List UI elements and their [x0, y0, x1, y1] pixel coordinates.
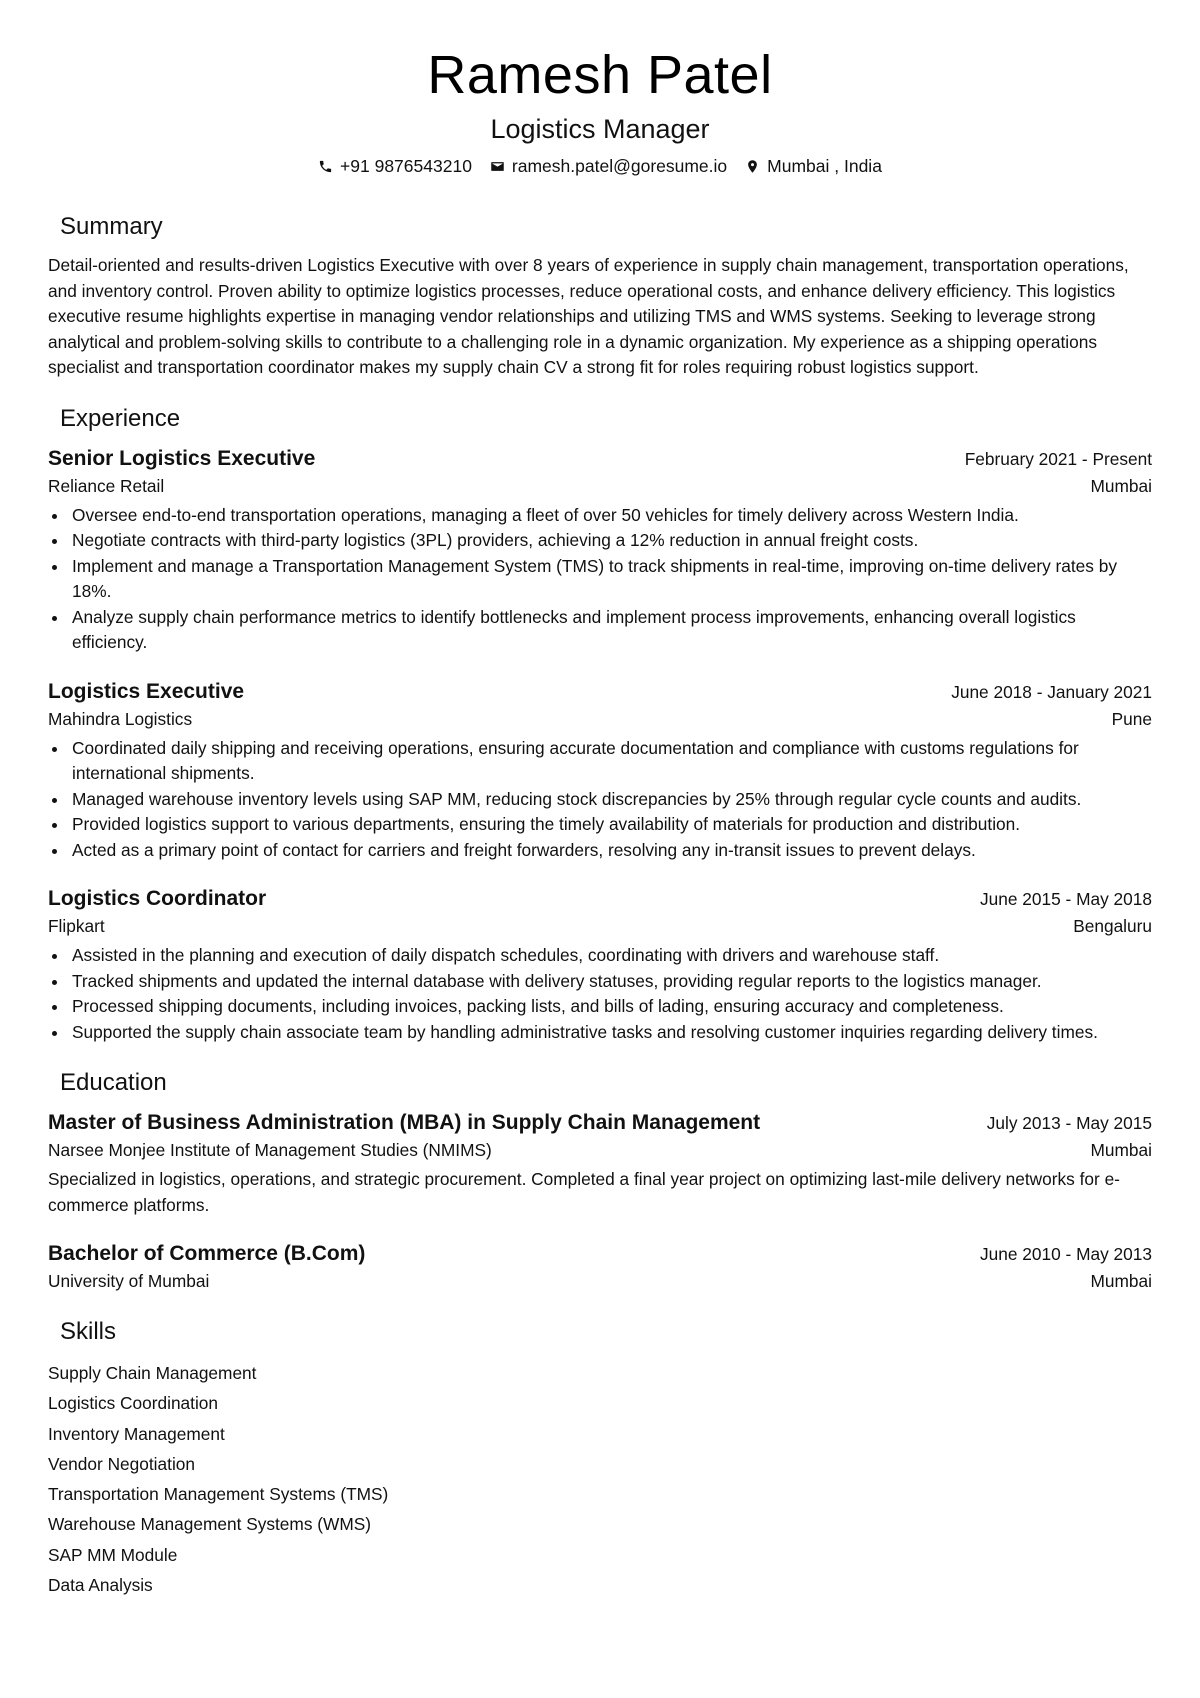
- job-title: Senior Logistics Executive: [48, 446, 316, 470]
- bullet-text: Assisted in the planning and execution of daily dispatch schedules, coordinating with drivers and warehouse staff.: [72, 945, 940, 965]
- bullet-dot-icon: [52, 514, 57, 519]
- bullet-text: Managed warehouse inventory levels using SAP MM, reducing stock discrepancies by 25% through regular cycle counts and audits.: [72, 788, 1082, 809]
- bullet-text: Analyze supply chain performance metrics to identify bottlenecks and implement process improvements, enhancing overall logistics efficiency.: [72, 606, 1076, 652]
- skills-section: [48, 1316, 1152, 1600]
- job-dates: June 2015 - May 2018: [980, 889, 1152, 909]
- phone-number: +91 9876543210: [340, 156, 472, 176]
- job-title: Logistics Executive: [48, 679, 245, 703]
- bullet-dot-icon: [52, 616, 57, 621]
- education-dates: July 2013 - May 2015: [986, 1113, 1152, 1133]
- job-title: Logistics Coordinator: [48, 887, 267, 910]
- education-dates: June 2010 - May 2013: [980, 1244, 1152, 1264]
- job-dates: June 2018 - January 2021: [951, 681, 1152, 702]
- bullet-item: [48, 554, 1152, 605]
- section-title-summary: Summary: [60, 213, 163, 240]
- bullet-dot-icon: [52, 798, 57, 803]
- contact-phone[interactable]: [318, 156, 472, 177]
- experience-entry: [48, 445, 1152, 656]
- section-title-experience: Experience: [60, 404, 181, 432]
- bullet-dot-icon: [52, 1005, 57, 1010]
- bullet-item: [48, 736, 1152, 787]
- bullet-dot-icon: [52, 954, 57, 959]
- summary-text: Detail-oriented and results-driven Logistics Executive with over 8 years of experience in supply chain management, transportation operations, and inventory control. Proven ability to optimize logistics processes, reduce operational costs, and enhance delivery efficiency. This logistics executive resume highlights expertise in managing vendor relationships and utilizing TMS and WMS systems. Seeking to leverage strong analytical and problem-solving skills to contribute to a challenging role in a dynamic organization. My experience as a shipping operations specialist and transportation coordinator makes my supply chain CV a strong fit for roles requiring robust logistics support.: [48, 255, 1129, 377]
- bullet-text: Negotiate contracts with third-party logistics (3PL) providers, achieving a 12% reduction in annual freight costs.: [72, 530, 919, 550]
- skills-list: [48, 1358, 1152, 1600]
- bullet-item: [48, 605, 1152, 656]
- experience-entry: [48, 678, 1152, 864]
- contact-location: [745, 156, 882, 177]
- school-name: University of Mumbai: [48, 1271, 210, 1291]
- bullet-dot-icon: [52, 539, 57, 544]
- job-location: Mumbai: [1090, 475, 1152, 496]
- bullet-text: Coordinated daily shipping and receiving operations, ensuring accurate documentation and compliance with customs regulations for international shipments.: [72, 737, 1079, 783]
- contact-email[interactable]: [490, 156, 727, 177]
- education-section: [48, 1067, 1152, 1294]
- skill-item: Vendor Negotiation: [48, 1453, 195, 1474]
- bullet-dot-icon: [52, 565, 57, 570]
- bullet-dot-icon: [52, 849, 57, 854]
- bullet-dot-icon: [52, 980, 57, 985]
- section-title-education: Education: [60, 1069, 167, 1096]
- company-name: Mahindra Logistics: [48, 708, 193, 729]
- bullet-text: Supported the supply chain associate team by handling administrative tasks and resolving customer inquiries regarding delivery times.: [72, 1021, 1098, 1042]
- school-location: Mumbai: [1090, 1271, 1152, 1291]
- bullet-item: [48, 994, 1152, 1020]
- skill-item: SAP MM Module: [48, 1544, 178, 1565]
- bullet-text: Processed shipping documents, including invoices, packing lists, and bills of lading, ensuring accuracy and completeness.: [72, 996, 1004, 1016]
- bullet-text: Acted as a primary point of contact for carriers and freight forwarders, resolving any in-transit issues to prevent delays.: [72, 839, 976, 860]
- degree-title: Master of Business Administration (MBA) in Supply Chain Management: [48, 1111, 761, 1134]
- bullet-dot-icon: [52, 747, 57, 752]
- job-bullets: [48, 736, 1152, 864]
- bullet-dot-icon: [52, 823, 57, 828]
- bullet-item: [48, 969, 1152, 995]
- education-entry: [48, 1109, 1152, 1218]
- skill-item: Transportation Management Systems (TMS): [48, 1484, 389, 1505]
- bullet-text: Implement and manage a Transportation Management System (TMS) to track shipments in real-time, improving on-time delivery rates by 18%.: [72, 555, 1117, 601]
- skill-item: Supply Chain Management: [48, 1363, 257, 1383]
- resume-header: [48, 44, 1152, 177]
- email-address: ramesh.patel@goresume.io: [511, 156, 728, 176]
- experience-section: [48, 403, 1152, 1046]
- job-bullets: [48, 943, 1152, 1045]
- job-bullets: [48, 503, 1152, 656]
- skill-item: Data Analysis: [48, 1575, 153, 1596]
- bullet-text: Provided logistics support to various departments, ensuring the timely availability of materials for production and distribution.: [72, 814, 1021, 834]
- skill-item: Warehouse Management Systems (WMS): [48, 1514, 372, 1535]
- job-location: Bengaluru: [1073, 916, 1152, 936]
- job-dates: February 2021 - Present: [964, 448, 1152, 469]
- company-name: Reliance Retail: [48, 475, 165, 496]
- bullet-text: Tracked shipments and updated the internal database with delivery statuses, providing regular reports to the logistics manager.: [72, 970, 1042, 991]
- bullet-item: [48, 943, 1152, 969]
- school-name: Narsee Monjee Institute of Management Studies (NMIMS): [48, 1140, 492, 1160]
- bullet-item: [48, 1020, 1152, 1046]
- section-title-skills: Skills: [60, 1318, 117, 1345]
- bullet-item: [48, 838, 1152, 864]
- bullet-item: [48, 787, 1152, 813]
- school-location: Mumbai: [1090, 1140, 1152, 1160]
- education-entry: [48, 1240, 1152, 1294]
- bullet-text: Oversee end-to-end transportation operations, managing a fleet of over 50 vehicles for timely delivery across Western India.: [72, 504, 1019, 525]
- experience-entry: [48, 885, 1152, 1045]
- skill-item: Logistics Coordination: [48, 1393, 219, 1414]
- contact-row: [48, 156, 1152, 177]
- job-location: Pune: [1111, 708, 1152, 729]
- candidate-role: Logistics Manager: [490, 114, 710, 144]
- education-description: Specialized in logistics, operations, and strategic procurement. Completed a final year project on optimizing last-mile delivery networks for e-commerce platforms.: [48, 1169, 1120, 1215]
- location-text: Mumbai , India: [767, 156, 882, 176]
- skill-item: Inventory Management: [48, 1423, 225, 1444]
- summary-section: [48, 211, 1152, 381]
- company-name: Flipkart: [48, 916, 105, 936]
- candidate-name: Ramesh Patel: [427, 45, 773, 105]
- degree-title: Bachelor of Commerce (B.Com): [48, 1242, 366, 1265]
- envelope-icon: [490, 159, 505, 174]
- bullet-item: [48, 528, 1152, 554]
- bullet-item: [48, 812, 1152, 838]
- bullet-item: [48, 503, 1152, 529]
- map-pin-icon: [745, 159, 760, 174]
- bullet-dot-icon: [52, 1031, 57, 1036]
- phone-icon: [318, 159, 333, 174]
